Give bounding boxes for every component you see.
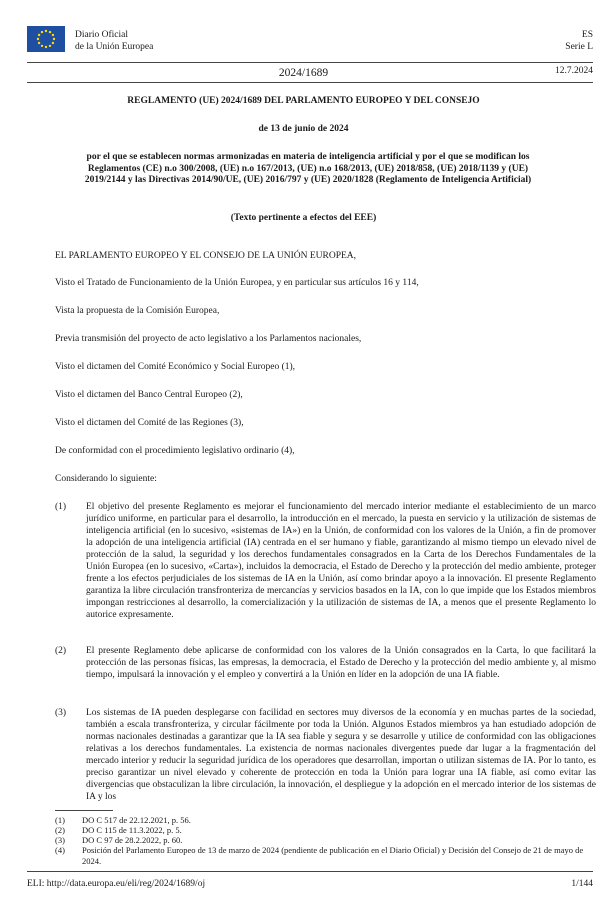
- header-rule: [27, 62, 593, 63]
- recital-number: (3): [55, 708, 67, 718]
- language-code: ES: [581, 30, 593, 40]
- citation-ecb-opinion: Visto el dictamen del Banco Central Europeo (2),: [55, 390, 243, 400]
- considering-heading: Considerando lo siguiente:: [55, 474, 157, 484]
- citation-legislative-procedure: De conformidad con el procedimiento legislativo ordinario (4),: [55, 446, 295, 456]
- recital-number: (1): [55, 502, 67, 512]
- journal-name-line2: de la Unión Europea: [75, 42, 154, 52]
- eea-relevance-note: (Texto pertinente a efectos del EEE): [230, 213, 377, 223]
- citation-treaty: Visto el Tratado de Funcionamiento de la Unión Europea, y en particular sus artículos 16 y 114,: [55, 278, 419, 288]
- document-number: 2024/1689: [278, 67, 329, 79]
- footnote-mark: (3): [55, 835, 65, 845]
- page-number: 1/144: [571, 879, 593, 889]
- footnote-mark: (4): [55, 845, 65, 855]
- journal-name: [75, 29, 153, 53]
- recital-text: El objetivo del presente Reglamento es mejorar el funcionamiento del mercado interior mediante el establecimiento de un marco jurídico uniforme, en particular para el desarrollo, la introducción en el mercado, la puesta en servicio y la utilización de sistemas de inteligencia artificial (en lo sucesivo, «sistemas de IA») en la Unión, de conformidad con los valores de la Unión, a fin de promover la adopción de una inteligencia artificial (IA) centrada en el ser humano y fiable, garantizando al mismo tiempo un elevado nivel de protección de la salud, la seguridad y los derechos fundamentales consagrados en la Carta de los Derechos Fundamentales de la Unión Europea (en lo sucesivo, «Carta»), incluidos la democracia, el Estado de Derecho y la protección del medio ambiente, proteger frente a los efectos perjudiciales de los sistemas de IA en la Unión, así como brindar apoyo a la innovación. El presente Reglamento garantiza la libre circulación transfronteriza de mercancías y servicios basados en la IA, con lo que impide que los Estados miembros impongan restricciones al desarrollo, la comercialización y la utilización de sistemas de IA, a menos que el presente Reglamento lo autorice expresamente.: [86, 502, 596, 620]
- citation-cor-opinion: Visto el dictamen del Comité de las Regiones (3),: [55, 418, 244, 428]
- footnote-rule: [55, 810, 113, 811]
- publication-date: 12.7.2024: [555, 66, 593, 76]
- footnote-text: DO C 97 de 28.2.2022, p. 60.: [82, 835, 183, 845]
- recital-number: (2): [55, 646, 67, 656]
- regulation-title: REGLAMENTO (UE) 2024/1689 DEL PARLAMENTO EUROPEO Y DEL CONSEJO: [127, 96, 480, 106]
- recital-text: Los sistemas de IA pueden desplegarse con facilidad en sectores muy diversos de la economía y en muchas partes de la sociedad, también a escala transfronteriza, y circular fácilmente por toda la Unión. Algunos Estados miembros ya han estudiado adopción de normas nacionales destinadas a garantizar que la IA sea fiable y segura y se desarrolle y utilice de conformidad con las obligaciones relativas a los derechos fundamentales. La existencia de normas nacionales divergentes puede dar lugar a la fragmentación del mercado interior y reducir la seguridad jurídica de los operadores que desarrollan, importan o utilizan sistemas de IA. Por lo tanto, es preciso garantizar un nivel elevado y coherente de protección en toda la Unión para lograr una IA fiable, así como evitar las divergencias que obstaculizan la libre circulación, la innovación, el despliegue y la adopción en el mercado interior de los sistemas de IA y los: [86, 708, 596, 802]
- footnote-mark: (1): [55, 815, 65, 825]
- regulation-date: de 13 de junio de 2024: [258, 124, 349, 134]
- footnote-mark: (2): [55, 825, 65, 835]
- preamble-authors: EL PARLAMENTO EUROPEO Y EL CONSEJO DE LA UNIÓN EUROPEA,: [55, 251, 357, 261]
- footnote-text: DO C 115 de 11.3.2022, p. 5.: [82, 825, 182, 835]
- eli-link[interactable]: ELI: http://data.europa.eu/eli/reg/2024/1689/oj: [27, 879, 206, 889]
- journal-name-line1: Diario Oficial: [75, 30, 129, 40]
- title-rule: [27, 82, 593, 83]
- series-label: Serie L: [565, 42, 593, 52]
- footnote-text: Posición del Parlamento Europeo de 13 de marzo de 2024 (pendiente de publicación en el Diario Oficial) y Decisión del Consejo de 21 de mayo de 2024.: [82, 845, 584, 866]
- eu-flag-icon: [27, 26, 65, 52]
- citation-national-parliaments: Previa transmisión del proyecto de acto legislativo a los Parlamentos nacionales,: [55, 334, 362, 344]
- footer-rule: [27, 871, 593, 872]
- regulation-description: por el que se establecen normas armonizadas en materia de inteligencia artificial y por el que se modifican los Reglamentos (CE) n.o 300/2008, (UE) n.o 167/2013, (UE) n.o 168/2013, (UE) 2018/858, (UE) 2018/1139 y (UE) 2019/2144 y las Directivas 2014/90/UE, (UE) 2016/797 y (UE) 2020/1828 (Reglamento de Inteligencia Artificial): [84, 152, 532, 185]
- recital-text: El presente Reglamento debe aplicarse de conformidad con los valores de la Unión consagrados en la Carta, lo que facilitará la protección de las personas físicas, las empresas, la democracia, el Estado de Derecho y la protección del medio ambiente y, al mismo tiempo, impulsará la innovación y el empleo y convertirá a la Unión en líder en la adopción de una IA fiable.: [86, 646, 596, 680]
- citation-commission-proposal: Vista la propuesta de la Comisión Europea,: [55, 306, 220, 316]
- footnote-text: DO C 517 de 22.12.2021, p. 56.: [82, 815, 191, 825]
- citation-esc-opinion: Visto el dictamen del Comité Económico y Social Europeo (1),: [55, 362, 296, 372]
- journal-series: [565, 29, 593, 53]
